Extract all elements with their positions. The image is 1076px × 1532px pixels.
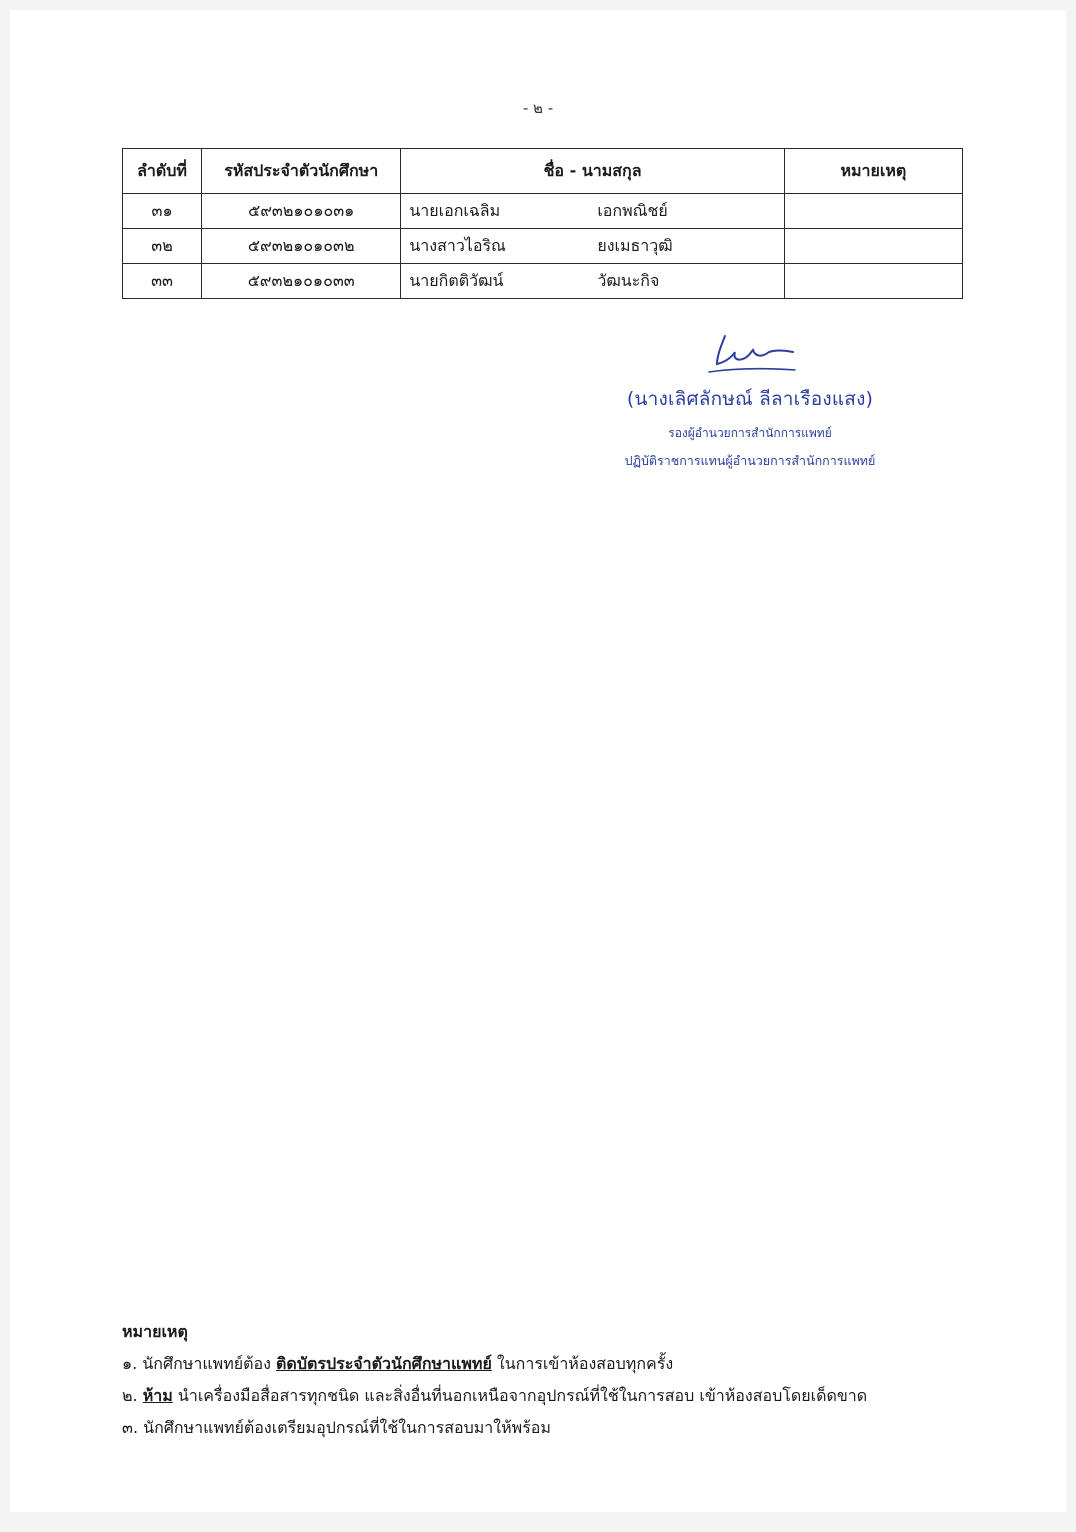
note-text: นักศึกษาแพทย์ต้อง — [142, 1354, 277, 1373]
signatory-title-2: ปฏิบัติราชการแทนผู้อำนวยการสำนักการแพทย์ — [624, 453, 876, 468]
notes-section — [122, 1316, 1002, 1444]
last-name: เอกพณิชย์ — [597, 201, 668, 220]
first-name: นายเอกเฉลิม — [409, 201, 501, 220]
header-remark: หมายเหตุ — [784, 149, 962, 194]
row-student-id: ๕๙๓๒๑๐๑๐๓๓ — [202, 264, 401, 299]
last-name: ยงเมธาวุฒิ — [597, 236, 673, 255]
note-item-2 — [122, 1380, 1002, 1412]
header-student-id: รหัสประจำตัวนักศึกษา — [202, 149, 401, 194]
document-page — [10, 10, 1066, 1512]
row-no: ๓๓ — [123, 264, 202, 299]
row-no: ๓๑ — [123, 194, 202, 229]
header-no: ลำดับที่ — [123, 149, 202, 194]
note-item-1 — [122, 1348, 1002, 1380]
header-name: ชื่อ - นามสกุล — [401, 149, 784, 194]
table-row — [123, 229, 963, 264]
row-name — [401, 229, 784, 264]
row-student-id: ๕๙๓๒๑๐๑๐๓๒ — [202, 229, 401, 264]
table-row — [123, 264, 963, 299]
row-remark — [784, 264, 962, 299]
note-emphasis: ติดบัตรประจำตัวนักศึกษาแพทย์ — [276, 1354, 492, 1373]
note-text: นำเครื่องมือสื่อสารทุกชนิด และสิ่งอื่นที่นอกเหนือจากอุปกรณ์ที่ใช้ในการสอบ เข้าห้องสอบโดยเด็ดขาด — [172, 1386, 868, 1405]
note-item-3 — [122, 1412, 1002, 1444]
note-number: ๓. — [122, 1418, 139, 1437]
note-text: ในการเข้าห้องสอบทุกครั้ง — [491, 1354, 674, 1373]
first-name: นายกิตติวัฒน์ — [409, 271, 504, 290]
row-name — [401, 264, 784, 299]
signatory-name: (นางเลิศลักษณ์ ลีลาเรืองแสง) — [626, 388, 874, 410]
row-remark — [784, 229, 962, 264]
note-emphasis: ห้าม — [142, 1386, 173, 1405]
student-table — [122, 148, 963, 299]
note-number: ๒. — [122, 1386, 138, 1405]
row-name — [401, 194, 784, 229]
note-text: นักศึกษาแพทย์ต้องเตรียมอุปกรณ์ที่ใช้ในการสอบมาให้พร้อม — [143, 1418, 551, 1437]
row-student-id: ๕๙๓๒๑๐๑๐๓๑ — [202, 194, 401, 229]
signature-block — [600, 328, 900, 471]
first-name: นางสาวไอริณ — [409, 236, 506, 255]
page-number: - ๒ - — [522, 99, 554, 117]
note-number: ๑. — [122, 1354, 138, 1373]
last-name: วัฒนะกิจ — [597, 271, 660, 290]
signatory-title-1: รองผู้อำนวยการสำนักการแพทย์ — [668, 426, 832, 440]
row-remark — [784, 194, 962, 229]
table-header-row — [123, 149, 963, 194]
table-row — [123, 194, 963, 229]
notes-heading: หมายเหตุ — [122, 1322, 188, 1341]
row-no: ๓๒ — [123, 229, 202, 264]
handwritten-signature-icon — [695, 328, 805, 378]
